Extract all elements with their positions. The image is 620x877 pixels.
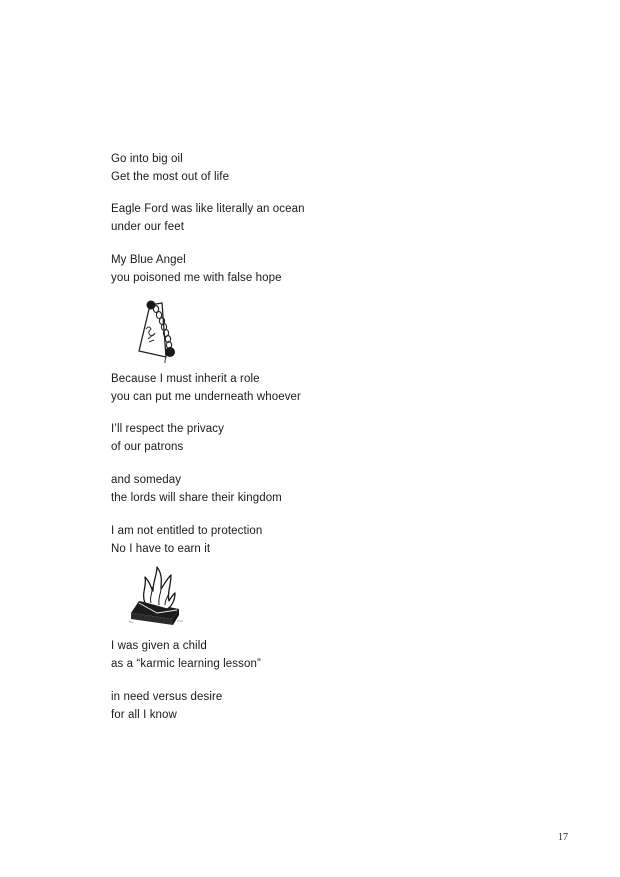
poem-line: for all I know <box>111 708 177 721</box>
stanza-6 <box>111 472 282 507</box>
poem-line: and someday <box>111 474 182 486</box>
poem-line: you poisoned me with false hope <box>111 271 282 284</box>
page-number: 17 <box>558 832 568 843</box>
poem-line: I am not entitled to protection <box>111 525 263 537</box>
poem-line: in need versus desire <box>111 691 223 703</box>
poem-line: you can put me underneath whoever <box>111 390 301 403</box>
stanza-1 <box>111 151 229 186</box>
stanza-5 <box>111 421 224 456</box>
stanza-9 <box>111 689 222 724</box>
flaming-book-drawing-icon <box>127 563 193 627</box>
hanging-tag-with-chain-drawing-icon <box>136 293 188 365</box>
poem-line: under our feet <box>111 220 185 233</box>
poem-line: Because I must inherit a role <box>111 373 260 385</box>
stanza-7 <box>111 523 262 558</box>
poem-line: I was given a child <box>111 640 207 652</box>
poem-line: the lords will share their kingdom <box>111 491 282 504</box>
stanza-4 <box>111 371 301 406</box>
stanza-8 <box>111 638 261 673</box>
stanza-2 <box>111 201 305 236</box>
poem-line: I’ll respect the privacy <box>111 423 224 435</box>
stanza-3 <box>111 252 282 287</box>
poem-line: Get the most out of life <box>111 170 230 183</box>
poem-line: Go into big oil <box>111 153 183 165</box>
poem-line: My Blue Angel <box>111 254 186 266</box>
poem-line: No I have to earn it <box>111 542 211 555</box>
poem-line: as a “karmic learning lesson” <box>111 657 261 670</box>
poem-line: of our patrons <box>111 440 184 453</box>
poem-line: Eagle Ford was like literally an ocean <box>111 203 305 215</box>
